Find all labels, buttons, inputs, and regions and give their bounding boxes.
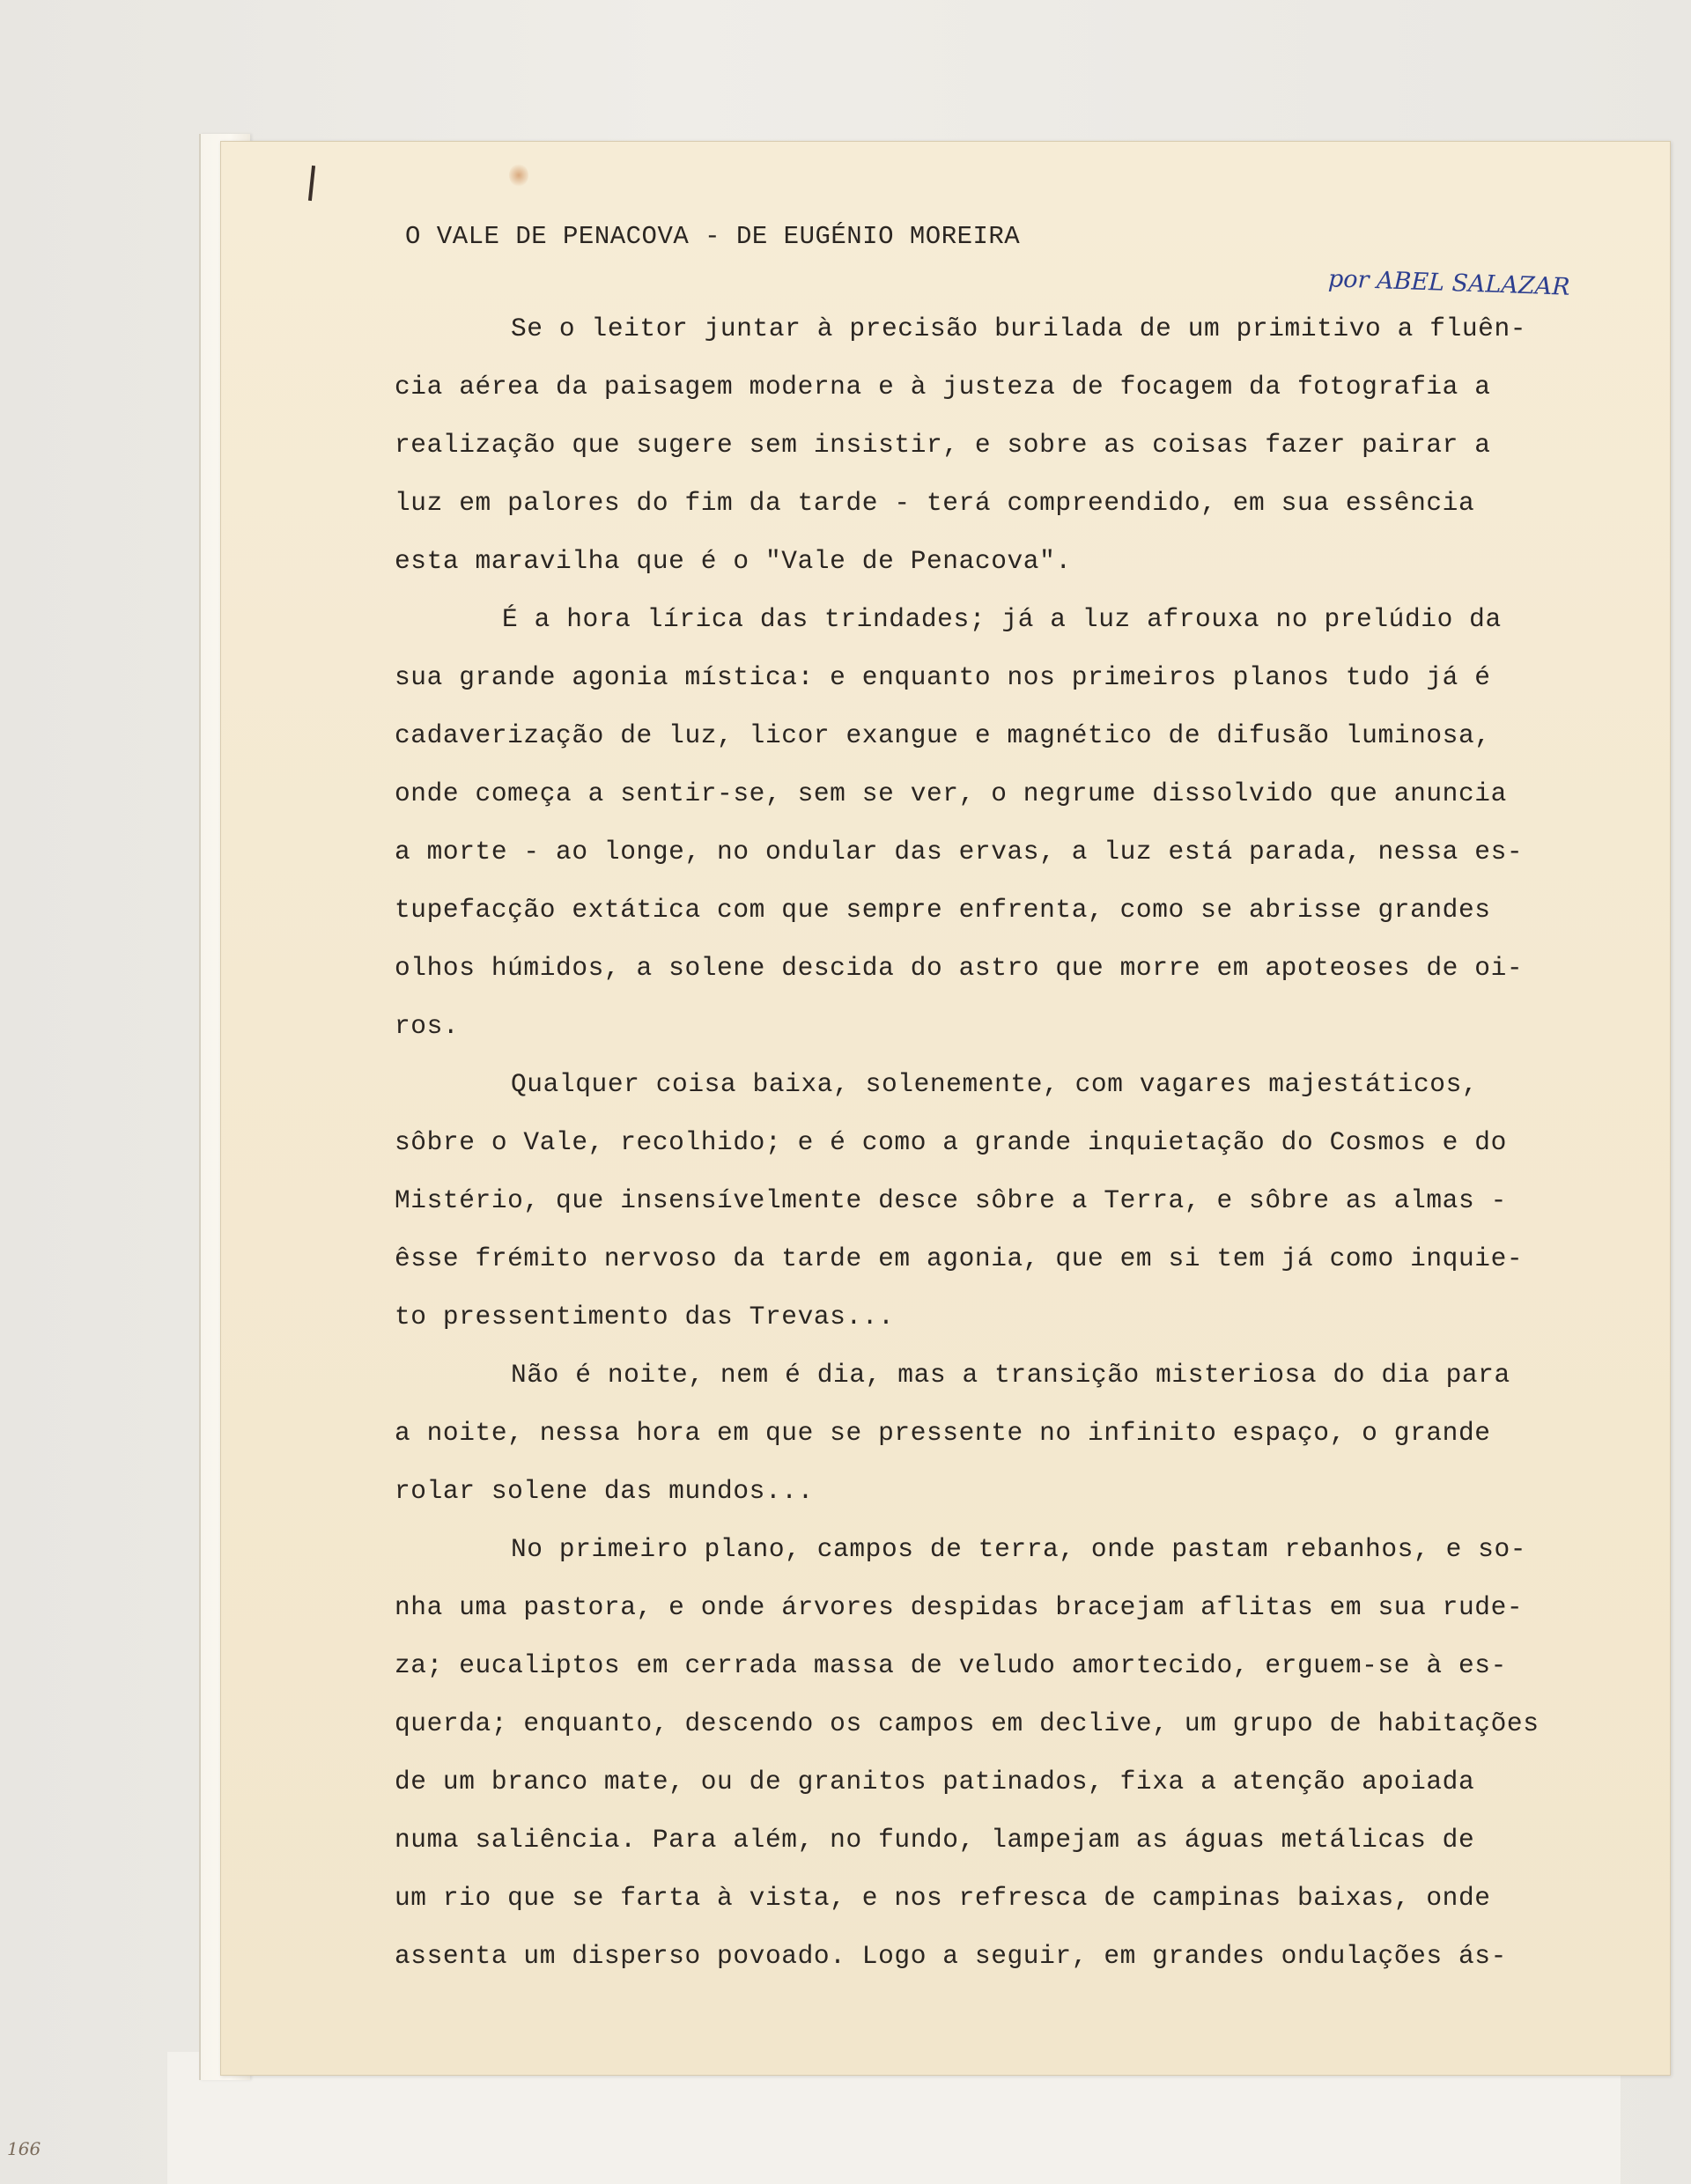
text-line: É a hora lírica das trindades; já a luz afrouxa no prelúdio da (502, 604, 1502, 634)
text-line: onde começa a sentir-se, sem se ver, o negrume dissolvido que anuncia (395, 778, 1507, 808)
text-line: de um branco mate, ou de granitos patinados, fixa a atenção apoiada (395, 1767, 1475, 1797)
text-line: Mistério, que insensívelmente desce sôbre a Terra, e sôbre as almas - (395, 1185, 1507, 1215)
paper-stain (509, 164, 528, 187)
text-line: No primeiro plano, campos de terra, onde pastam rebanhos, e so- (511, 1534, 1527, 1564)
text-line: realização que sugere sem insistir, e sobre as coisas fazer pairar a (395, 430, 1491, 460)
text-line: êsse frémito nervoso da tarde em agonia, que em si tem já como inquie- (395, 1243, 1524, 1273)
text-line: za; eucaliptos em cerrada massa de veludo amortecido, erguem-se à es- (395, 1650, 1507, 1680)
text-line: tupefacção extática com que sempre enfrenta, como se abrisse grandes (395, 895, 1491, 925)
text-line: luz em palores do fim da tarde - terá compreendido, em sua essência (395, 488, 1475, 518)
text-line: Qualquer coisa baixa, solenemente, com vagares majestáticos, (511, 1069, 1479, 1099)
text-line: cia aérea da paisagem moderna e à justeza de focagem da fotografia a (395, 372, 1491, 402)
archive-page-number: 166 (7, 2138, 41, 2159)
text-line: a morte - ao longe, no ondular das ervas, a luz está parada, nessa es- (395, 837, 1524, 867)
body-text (395, 299, 1628, 1985)
text-line: cadaverização de luz, licor exangue e magnético de difusão luminosa, (395, 720, 1491, 750)
text-line: querda; enquanto, descendo os campos em declive, um grupo de habitações (395, 1708, 1540, 1738)
text-line: sua grande agonia mística: e enquanto nos primeiros planos tudo já é (395, 662, 1491, 692)
text-line: nha uma pastora, e onde árvores despidas bracejam aflitas em sua rude- (395, 1592, 1524, 1622)
text-line: Se o leitor juntar à precisão burilada de um primitivo a fluên- (511, 314, 1527, 343)
text-line: olhos húmidos, a solene descida do astro que morre em apoteoses de oi- (395, 953, 1524, 983)
text-line: esta maravilha que é o "Vale de Penacova". (395, 546, 1072, 576)
text-line: to pressentimento das Trevas... (395, 1302, 895, 1332)
text-line: sôbre o Vale, recolhido; e é como a grande inquietação do Cosmos e do (395, 1127, 1507, 1157)
handwritten-author-note: por ABEL SALAZAR (1327, 265, 1571, 301)
text-line: a noite, nessa hora em que se pressente no infinito espaço, o grande (395, 1418, 1491, 1448)
text-line: assenta um disperso povoado. Logo a seguir, em grandes ondulações ás- (395, 1941, 1507, 1971)
text-line: numa saliência. Para além, no fundo, lampejam as águas metálicas de (395, 1825, 1475, 1855)
text-line: ros. (395, 1011, 460, 1041)
text-line: rolar solene das mundos... (395, 1476, 814, 1506)
text-line: Não é noite, nem é dia, mas a transição misteriosa do dia para (511, 1360, 1510, 1390)
document-title: O VALE DE PENACOVA - DE EUGÉNIO MOREIRA (405, 222, 1021, 251)
text-line: um rio que se farta à vista, e nos refresca de campinas baixas, onde (395, 1883, 1491, 1913)
